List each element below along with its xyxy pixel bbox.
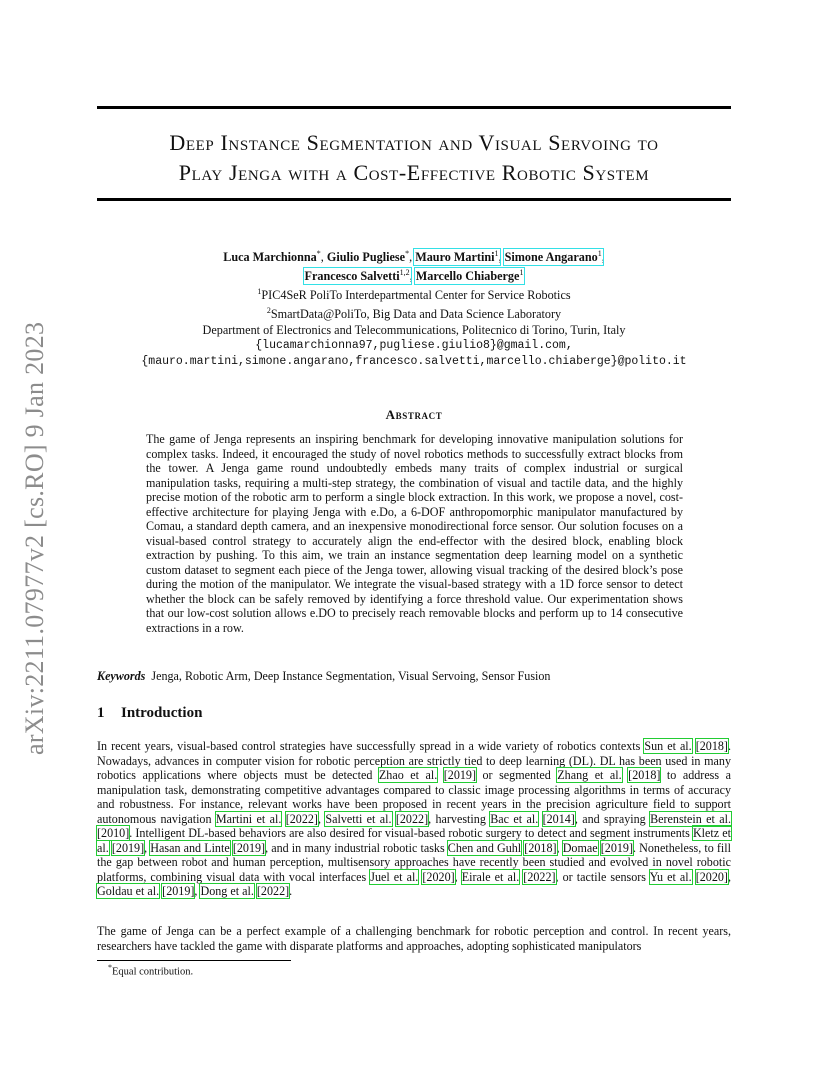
author-separator: , (320, 250, 327, 265)
keywords-label: Keywords (97, 669, 146, 683)
citation-link[interactable]: [2010] (97, 826, 130, 840)
keywords-text: Jenga, Robotic Arm, Deep Instance Segmentation, Visual Servoing, Sensor Fusion (151, 669, 551, 683)
citation-link[interactable]: [2022] (523, 869, 556, 884)
citation-link[interactable]: Sun et al. (644, 739, 692, 753)
citation-link[interactable]: [2018] (695, 739, 728, 753)
citation-link[interactable]: Salvetti et al. (325, 811, 392, 826)
citation-link[interactable]: [2014] (542, 811, 575, 826)
author-link-angarano[interactable] (505, 250, 602, 264)
citation-link[interactable]: Goldau et al. (97, 884, 160, 898)
citation-link[interactable]: Hasan and Linte (150, 840, 230, 855)
author-row-1 (97, 246, 731, 265)
citation-link[interactable]: Berenstein et al. (650, 811, 731, 826)
author-separator: , (409, 269, 416, 284)
author-affiliation-mark: 1,2 (399, 268, 410, 278)
paragraph-text: . (289, 884, 293, 898)
footnote-rule (97, 960, 291, 961)
author-affiliation-mark: * (405, 249, 410, 258)
paragraph-text: . Intelligent DL-based behaviors are also desired for visual-based robotic surgery to detect and segment instruments (129, 826, 693, 840)
citation-link[interactable]: [2018] (628, 768, 661, 782)
citation-link[interactable]: [2022] (285, 811, 318, 826)
author-separator: , (601, 250, 605, 265)
email-line-2: {mauro.martini,simone.angarano,francesco.salvetti,marcello.chiaberge}@polito.it (141, 355, 687, 369)
author-link-chiaberge[interactable] (416, 269, 524, 283)
paragraph-text: , (194, 884, 201, 898)
citation-link[interactable]: Dong et al. (200, 884, 254, 898)
section-heading-introduction (97, 705, 202, 722)
author-name: Simone Angarano (504, 250, 598, 265)
keywords-line (97, 669, 731, 684)
paragraph-text: , (144, 840, 151, 855)
arxiv-identifier-stamp: arXiv:2211.07977v2 [cs.RO] 9 Jan 2023 (20, 321, 49, 755)
author-link-martini[interactable] (415, 250, 498, 264)
section-number: 1 (97, 705, 105, 721)
citation-link[interactable]: [2020] (422, 869, 455, 884)
paragraph-text: In recent years, visual-based control strategies have successfully spread in a wide variety of robotics contexts (97, 739, 645, 753)
citation-link[interactable]: [2020] (695, 869, 728, 884)
paragraph-text (538, 812, 542, 826)
paragraph-text: , or tactile sensors (555, 869, 650, 884)
author-block (97, 246, 731, 370)
citation-link[interactable]: [2022] (395, 811, 429, 826)
author-affiliation-mark: 1 (494, 249, 499, 258)
citation-link[interactable]: [2019] (162, 884, 195, 898)
title-bottom-rule (97, 198, 731, 201)
author-row-2 (97, 265, 731, 284)
paragraph-text: , harvesting (428, 811, 491, 826)
intro-paragraph-1 (97, 739, 731, 899)
citation-link[interactable]: Chen and Guhl (447, 840, 522, 855)
citation-link[interactable]: Martini et al. (215, 811, 282, 826)
paragraph-text: , (454, 869, 462, 884)
citation-link[interactable]: Domae (562, 840, 598, 855)
citation-link[interactable]: Juel et al. (370, 869, 419, 884)
author-name: Francesco Salvetti (304, 269, 400, 284)
paragraph-text: , (317, 811, 326, 826)
section-title: Introduction (121, 705, 203, 721)
citation-link[interactable]: Bac et al. (490, 811, 539, 826)
paragraph-text: , and in many industrial robotic tasks (265, 840, 448, 855)
citation-link[interactable]: [2019] (443, 768, 476, 782)
paragraph-text: . Nonetheless, to fill the gap between robot and human perception, multisensory approaches have recently been studied and evolved in novel robotic platforms, combining visual data with vocal interfaces (97, 840, 732, 884)
paragraph-text: or segmented (476, 768, 558, 782)
paragraph-text: to address a manipulation task, demonstrating competitive advantages compared to classic image processing algorithms in terms of accuracy and robustness. For instance, relevant works have been proposed in recent years in the precision agriculture field to support autonomous navigation (97, 768, 731, 826)
author-link-salvetti[interactable] (305, 269, 410, 283)
email-line-1: {lucamarchionna97,pugliese.giulio8}@gmail.com, (255, 339, 573, 353)
affiliation-1: $^1$PIC4SeR PoliTo Interdepartmental Center for Service Robotics (257, 287, 571, 303)
title-line-2: Play Jenga with a Cost-Effective Robotic System (178, 160, 650, 185)
author-affiliation-mark: 1 (597, 249, 602, 258)
footnote-mark: * (108, 963, 112, 972)
paragraph-text: , and spraying (574, 811, 651, 826)
footnote-text: Equal contribution. (112, 966, 194, 978)
author-name: Giulio Pugliese (326, 250, 406, 265)
paragraph-text: , (727, 869, 731, 884)
paragraph-text (437, 768, 444, 782)
citation-link[interactable]: [2019] (232, 840, 266, 855)
affiliation-2: $^2$SmartData@PoliTo, Big Data and Data Science Laboratory (266, 306, 562, 322)
author-separator: , (409, 250, 416, 265)
author-name: Marcello Chiaberge (415, 269, 520, 284)
citation-link[interactable]: Kletz et al. (97, 826, 731, 855)
author-affiliation-mark: 1 (519, 268, 524, 278)
citation-link[interactable]: Yu et al. (649, 869, 692, 884)
author-affiliation-mark: * (316, 249, 321, 258)
paragraph-text: , (556, 840, 563, 855)
citation-link[interactable]: [2018] (524, 840, 557, 855)
author-name: Mauro Martini (415, 250, 495, 265)
title-top-rule (97, 106, 731, 109)
citation-link[interactable]: [2019] (111, 840, 145, 855)
abstract-text: The game of Jenga represents an inspiring benchmark for developing innovative manipulation solutions for complex tasks. Indeed, it encouraged the study of novel robotics methods to successfully extract blocks from the tower. A Jenga game round undoubtedly embeds many traits of complex industrial or surgical manipulation tasks, requiring a multi-step strategy, the combination of visual and tactile data, and the highly precise motion of the robotic arm to perform a single block extraction. In this work, we propose a novel, cost-effective architecture for playing Jenga with e.Do, a 6-DOF anthropomorphic manipulator manufactured by Comau, a standard depth camera, and an inexpensive monodirectional force sensor. Our solution focuses on a visual-based control strategy to accurately align the end-effector with the desired block, enabling block extraction by pushing. To this aim, we train an instance segmentation deep learning model on a synthetic custom dataset to segment each piece of the Jenga tower, allowing visual tracking of the desired block’s pose during the motion of the manipulator. We integrate the visual-based strategy with a 1D force sensor to detect whether the block can be safely removed by identifying a force threshold value. Our experimentation shows that our low-cost solution allows e.DO to precisely reach removable blocks and perform up to 14 consecutive extractions in a row. (146, 432, 683, 635)
department: Department of Electronics and Telecommunications, Politecnico di Torino, Turin, Italy (202, 323, 626, 338)
citation-link[interactable]: Zhao et al. (378, 768, 438, 782)
intro-paragraph-2: The game of Jenga can be a perfect example of a challenging benchmark for robotic perception and control. In recent years, researchers have tackled the game with disparate platforms and approaches, adopting sophisticated manipulators (97, 924, 731, 953)
author-name: Luca Marchionna (223, 250, 317, 265)
citation-link[interactable]: [2022] (256, 884, 290, 898)
title-line-1: Deep Instance Segmentation and Visual Servoing to (169, 130, 659, 155)
paper-title (97, 128, 731, 188)
author-separator: , (498, 250, 505, 265)
paragraph-text: . Nowadays, advances in computer vision for robotic perception are strictly tied to deep learning (DL). DL has been used in many robotics applications where objects must be detected (97, 739, 731, 782)
citation-link[interactable]: Eirale et al. (461, 869, 520, 884)
citation-link[interactable]: Zhang et al. (557, 768, 622, 782)
citation-link[interactable]: [2019] (600, 840, 633, 855)
abstract-heading: Abstract (385, 407, 443, 422)
footnote (108, 963, 193, 978)
